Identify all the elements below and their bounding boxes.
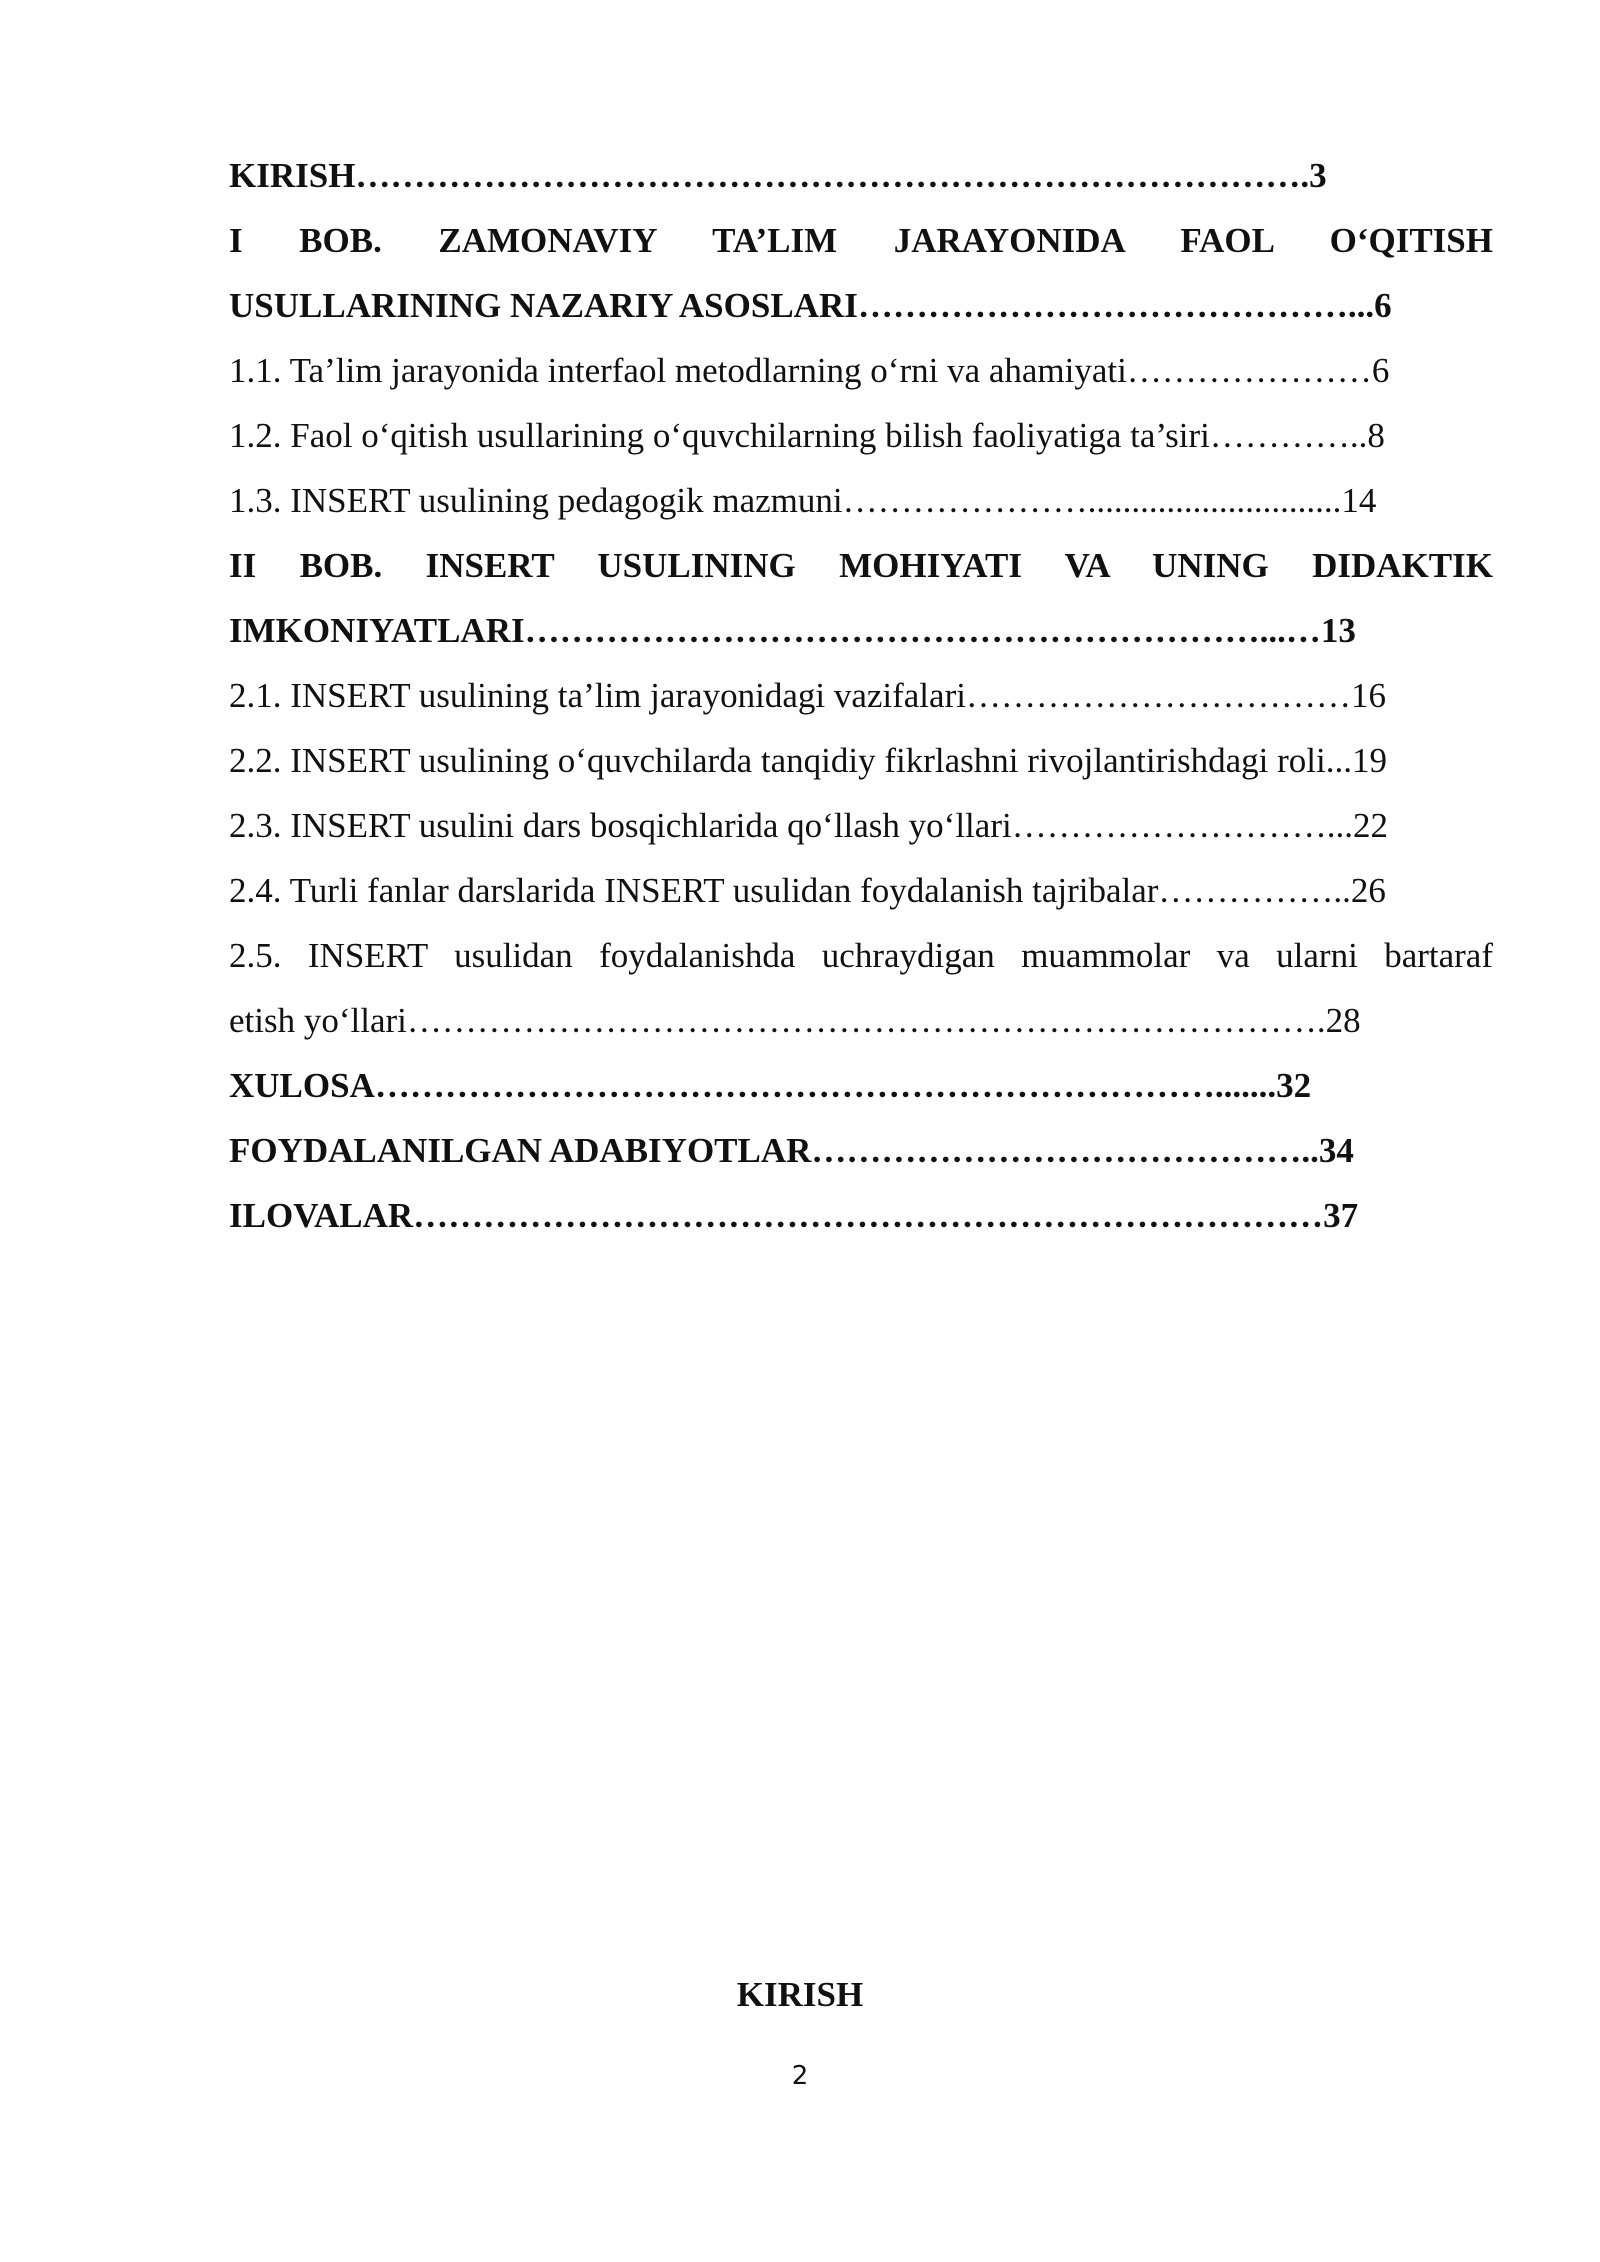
- toc-entry-2-3: 2.3. INSERT usulini dars bosqichlarida qo‘llash yo‘llari………………………...22: [229, 806, 1388, 845]
- toc-entry-1-1: 1.1. Ta’lim jarayonida interfaol metodlarning o‘rni va ahamiyati…………………6: [229, 351, 1390, 390]
- toc-entry-kirish: KIRISH……………………………………………………………………….3: [229, 156, 1327, 195]
- toc-entry-2-5-line-1: 2.5. INSERT usulidan foydalanishda uchraydigan muammolar va ularni bartaraf: [229, 936, 1493, 975]
- toc-chapter-1-title-line-2: USULLARINING NAZARIY ASOSLARI……………………………………...6: [229, 286, 1392, 325]
- toc-chapter-2-title-line-1: II BOB. INSERT USULINING MOHIYATI VA UNING DIDAKTIK: [229, 546, 1493, 585]
- toc-chapter-1-title-line-1: I BOB. ZAMONAVIY TA’LIM JARAYONIDA FAOL O‘QITISH: [229, 221, 1493, 260]
- section-heading-kirish: KIRISH: [736, 1975, 864, 2014]
- page-number: 2: [791, 2061, 809, 2091]
- toc-entry-1-3: 1.3. INSERT usulining pedagogik mazmuni………………….............................14: [229, 481, 1377, 520]
- toc-entry-2-1: 2.1. INSERT usulining ta’lim jarayonidagi vazifalari……………………………16: [229, 676, 1386, 715]
- toc-entry-2-4: 2.4. Turli fanlar darslarida INSERT usulidan foydalanish tajribalar……………..26: [229, 871, 1386, 910]
- toc-entry-xulosa: XULOSA……………………………………………………………….......32: [229, 1066, 1312, 1105]
- toc-entry-foydalanilgan-adabiyotlar: FOYDALANILGAN ADABIYOTLAR……………………………………..34: [229, 1131, 1354, 1170]
- toc-entry-1-2: 1.2. Faol o‘qitish usullarining o‘quvchilarning bilish faoliyatiga ta’siri…………..8: [229, 416, 1385, 455]
- toc-entry-ilovalar: ILOVALAR……………………………………………………………………37: [229, 1196, 1359, 1235]
- toc-entry-2-5-line-2: etish yo‘llari…………………………………………………………………….28: [229, 1001, 1361, 1040]
- table-of-contents: [229, 143, 1493, 1248]
- toc-chapter-2-title-line-2: IMKONIYATLARI………………………………………………………...…13: [229, 611, 1356, 650]
- toc-entry-2-2: 2.2. INSERT usulining o‘quvchilarda tanqidiy fikrlashni rivojlantirishdagi roli...19: [229, 741, 1387, 780]
